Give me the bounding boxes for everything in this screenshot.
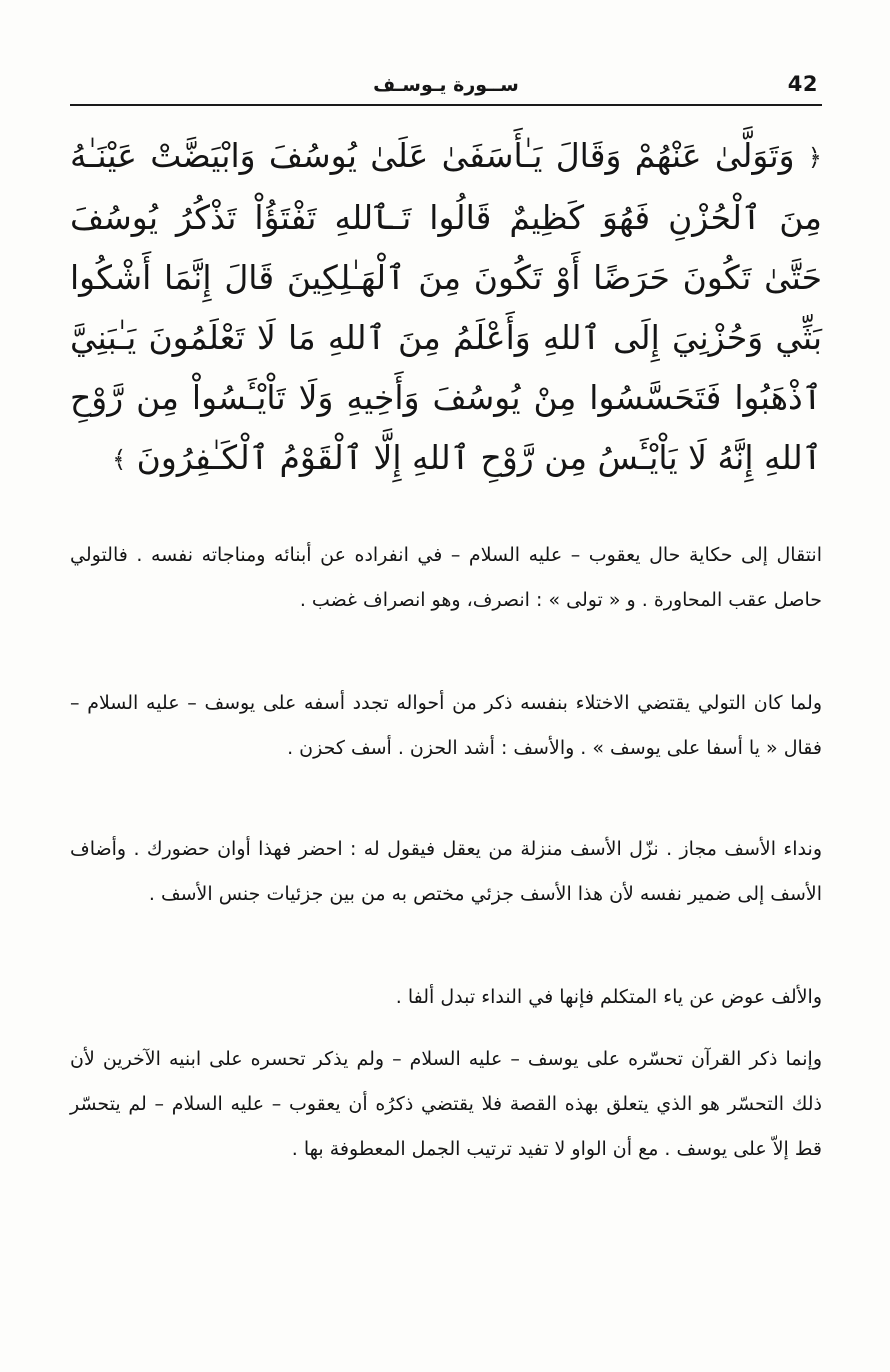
surah-title: ســورة يـوسـف: [373, 74, 519, 96]
commentary-paragraph-5: وإنما ذكر القرآن تحسّره على يوسف – عليه السلام – ولم يذكر تحسره على ابنيه الآخرين لأن ذلك التحسّر هو الذي يتعلق بهذه القصة فلا يقتضي ذكرُه أن يعقوب – عليه السلام – لم يتحسّر قط إلاّ على يوسف . مع أن الواو لا تفيد ترتيب الجمل المعطوفة بها .: [70, 1048, 822, 1160]
page-header: [70, 72, 822, 106]
verse-close-bracket: ﴾: [112, 445, 127, 473]
commentary-paragraph-4: والألف عوض عن ياء المتكلم فإنها في النداء تبدل ألفا .: [395, 986, 822, 1008]
commentary-paragraph-1: انتقال إلى حكاية حال يعقوب – عليه السلام – في انفراده عن أبنائه ومناجاته نفسه . فالتولي حاصل عقب المحاورة . و « تولى » : انصرف، وهو انصراف غضب .: [70, 544, 822, 611]
quran-verse-block: [70, 126, 822, 489]
page-number: 42: [787, 72, 818, 96]
verse-text: وَتَوَلَّىٰ عَنْهُمْ وَقَالَ يَـٰأَسَفَىٰ عَلَىٰ يُوسُفَ وَابْيَضَّتْ عَيْنَـٰهُ مِنَ ٱلْحُزْنِ فَهُوَ كَظِيمٌ قَالُوا تَـٱللهِ تَفْتَؤُاْ تَذْكُرُ يُوسُفَ حَتَّىٰ تَكُونَ حَرَضًا أَوْ تَكُونَ مِنَ ٱلْهَـٰلِكِينَ قَالَ إِنَّمَا أَشْكُوا بَثِّي وَحُزْنِيَ إِلَى ٱللهِ وَأَعْلَمُ مِنَ ٱللهِ مَا لَا تَعْلَمُونَ يَـٰبَنِيَّ ٱذْهَبُوا فَتَحَسَّسُوا مِنْ يُوسُفَ وَأَخِيهِ وَلَا تَاْيْـَٔسُواْ مِن رَّوْحِ ٱللهِ إِنَّهُ لَا يَاْيْـَٔسُ مِن رَّوْحِ ٱللهِ إِلَّا ٱلْقَوْمُ ٱلْكَـٰفِرُونَ: [70, 136, 822, 477]
commentary-paragraph-3: ونداء الأسف مجاز . نزّل الأسف منزلة من يعقل فيقول له : احضر فهذا أوان حضورك . وأضاف الأسف إلى ضمير نفسه لأن هذا الأسف جزئي مختص به من بين جزئيات جنس الأسف .: [70, 838, 822, 905]
commentary-paragraph-2: ولما كان التولي يقتضي الاختلاء بنفسه ذكر من أحواله تجدد أسفه على يوسف – عليه السلام – فقال « يا أسفا على يوسف » . والأسف : أشد الحزن . أسف كحزن .: [70, 692, 822, 759]
verse-open-bracket: ﴿: [807, 143, 822, 172]
header-divider: [70, 104, 822, 106]
